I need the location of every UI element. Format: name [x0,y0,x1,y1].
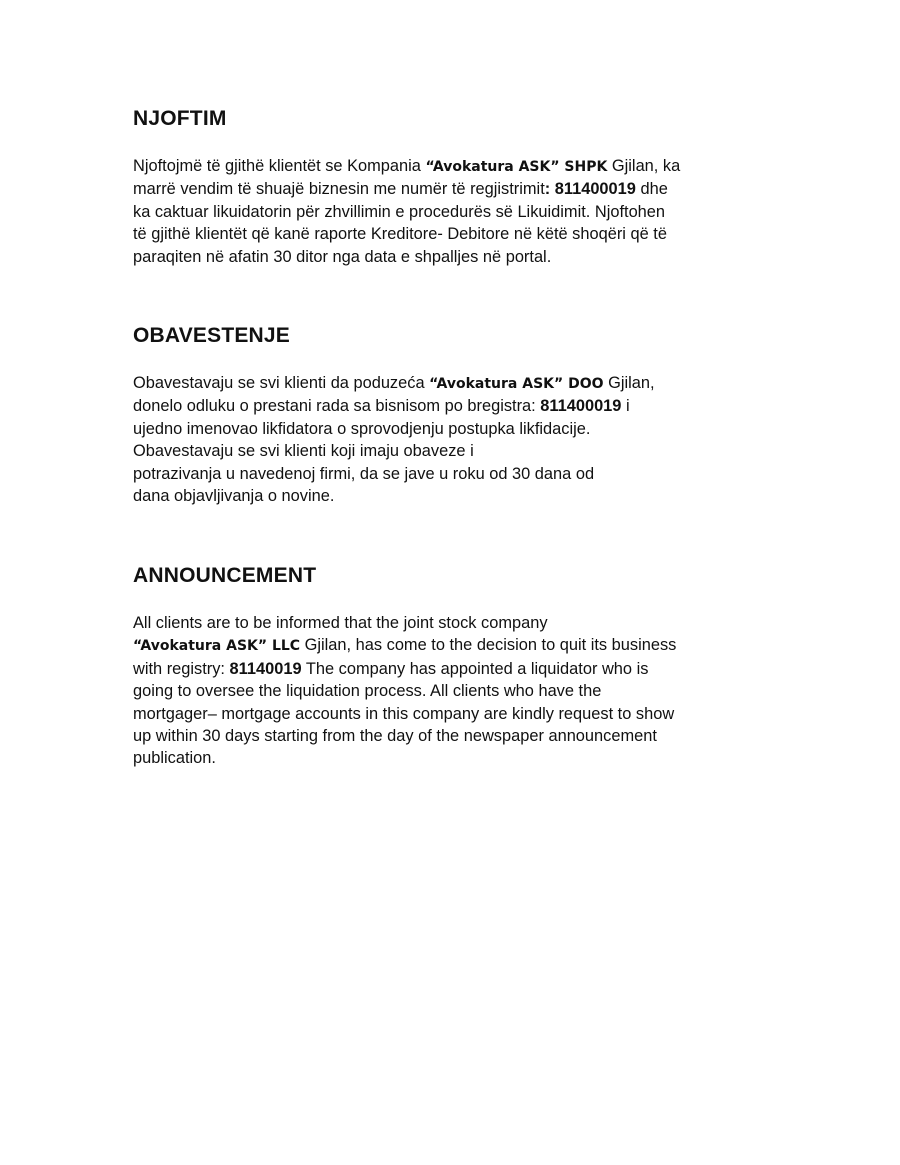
paragraph-line: ujedno imenovao likfidatora o sprovodjenju postupka likfidacije. [133,419,591,438]
paragraph-line: paraqiten në afatin 30 ditor nga data e shpalljes në portal. [133,247,552,266]
section-paragraph [133,612,773,770]
paragraph-line: mortgager– mortgage accounts in this company are kindly request to show [133,704,675,723]
paragraph-line: Njoftojmë të gjithë klientët se Kompania “Avokatura ASK” SHPK Gjilan, ka [133,157,681,175]
section-obavestenje [133,323,773,507]
paragraph-line: ka caktuar likuidatorin për zhvillimin e procedurës së Likuidimit. Njoftohen [133,202,666,221]
paragraph-line: up within 30 days starting from the day of the newspaper announcement [133,727,657,746]
paragraph-line: with registry: 81140019 The company has appointed a liquidator who is [133,659,649,678]
paragraph-line: donelo odluku o prestani rada sa bisnisom po bregistra: 811400019 i [133,397,630,416]
section-paragraph [133,155,773,268]
section-paragraph [133,372,773,507]
registration-number: 811400019 [540,397,622,416]
section-heading: ANNOUNCEMENT [133,564,317,587]
paragraph-line: Obavestavaju se svi klienti koji imaju obaveze i [133,442,474,461]
section-heading: OBAVESTENJE [133,324,291,347]
section-njoftim [133,106,773,268]
paragraph-line: të gjithë klientët që kanë raporte Kreditore- Debitore në këtë shoqëri që të [133,225,667,244]
company-name: “Avokatura ASK” LLC [133,638,301,655]
paragraph-line: marrë vendim të shuajë biznesin me numër të regjistrimit: 811400019 dhe [133,180,668,199]
paragraph-line: potrazivanja u navedenoj firmi, da se jave u roku od 30 dana od [133,464,595,483]
paragraph-line: dana objavljivanja o novine. [133,487,335,506]
paragraph-line: Obavestavaju se svi klienti da poduzeća “Avokatura ASK” DOO Gjilan, [133,374,655,392]
section-announcement [133,563,773,770]
company-name: “Avokatura ASK” SHPK [425,159,608,175]
paragraph-line: publication. [133,749,216,768]
paragraph-line: “Avokatura ASK” LLC Gjilan, has come to the decision to quit its business [133,636,677,655]
section-heading: NJOFTIM [133,107,227,130]
registration-number: : 811400019 [544,180,636,199]
paragraph-line: going to oversee the liquidation process. All clients who have the [133,682,602,701]
paragraph-line: All clients are to be informed that the joint stock company [133,614,548,632]
registration-number: 81140019 [229,659,302,678]
company-name: “Avokatura ASK” DOO [429,376,604,392]
